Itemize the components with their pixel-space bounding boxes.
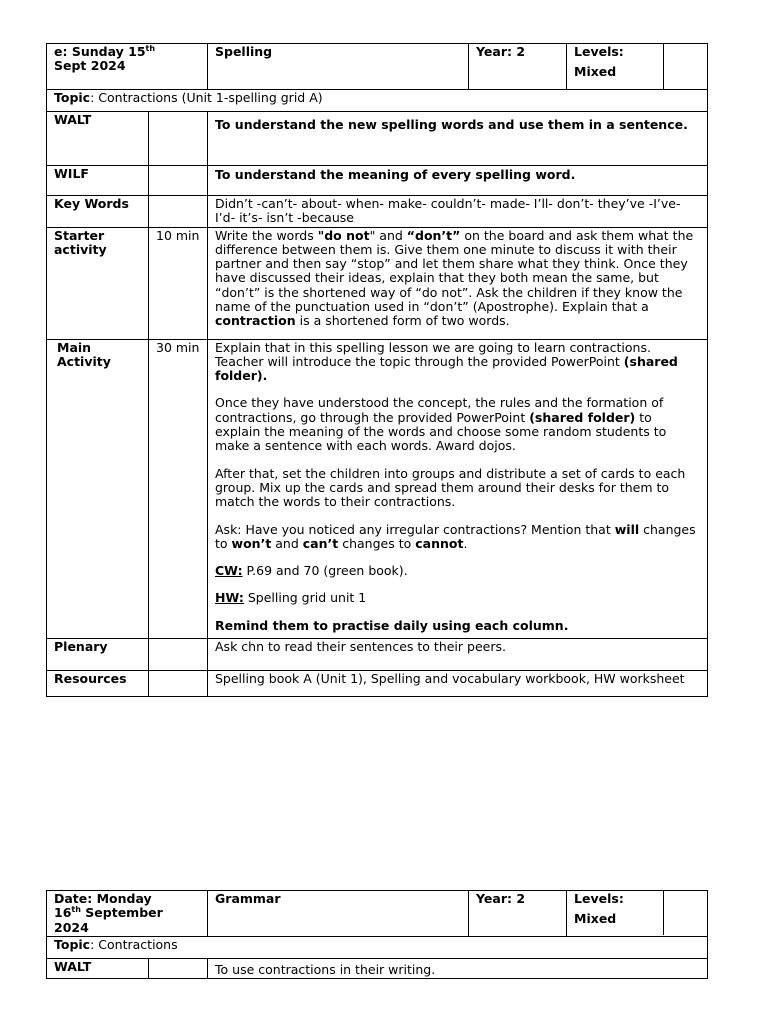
walt-text: To use contractions in their writing. — [208, 958, 708, 978]
starter-text: Write the words "do not" and “don’t” on the board and ask them what the difference between them is. Give them one minute to discuss it with their partner and then say “stop” and let them share what they think. Once they have discussed their ideas, explain that they both mean the same, but “don’t” is the shortened way of “do not”. Ask the children if they know the name of the punctuation used in “don’t” (Apostrophe). Explain that a contraction is a shortened form of two words. — [208, 227, 708, 339]
main-paragraph: Once they have understood the concept, the rules and the formation of contractions, go through the provided PowerPoint (shared folder) to explain the meaning of the words and choose some random students to make a sentence with each words. Award dojos. — [215, 395, 667, 454]
keywords-label: Key Words — [47, 196, 149, 228]
homework-line: HW: Spelling grid unit 1 — [215, 590, 367, 606]
wilf-text: To understand the meaning of every spelling word. — [208, 166, 708, 196]
topic-row: Topic: Contractions — [47, 936, 708, 958]
resources-time-cell — [149, 670, 208, 696]
lesson-year: Year: 2 — [469, 44, 567, 90]
starter-time: 10 min — [149, 227, 208, 339]
main-paragraph: Ask: Have you noticed any irregular contractions? Mention that will changes to won’t and can’t changes to cannot. — [215, 521, 696, 551]
walt-label: WALT — [47, 112, 149, 166]
resources-text: Spelling book A (Unit 1), Spelling and vocabulary workbook, HW worksheet — [208, 670, 708, 696]
lesson-plan-table-grammar — [46, 890, 708, 979]
main-paragraph: After that, set the children into groups and distribute a set of cards to each group. Mix up the cards and spread them around their desks for them to match the words to their contractions. — [215, 465, 686, 510]
lesson-date: e: Sunday 15th Sept 2024 — [47, 44, 208, 90]
topic-row: Topic: Contractions (Unit 1-spelling grid A) — [47, 90, 708, 112]
resources-label: Resources — [47, 670, 149, 696]
lesson-date: Date: Monday 16th September 2024 — [47, 891, 208, 937]
classwork-line: CW: P.69 and 70 (green book). — [215, 563, 408, 579]
lesson-subject: Spelling — [208, 44, 469, 90]
plenary-label: Plenary — [47, 638, 149, 670]
main-paragraph: Explain that in this spelling lesson we are going to learn contractions. Teacher will introduce the topic through the provided PowerPoint (shared folder). — [215, 339, 678, 384]
walt-time-cell — [149, 958, 208, 978]
main-time: 30 min — [149, 339, 208, 638]
walt-time-cell — [149, 112, 208, 166]
main-text — [208, 339, 708, 638]
plenary-text: Ask chn to read their sentences to their peers. — [208, 638, 708, 670]
keywords-time-cell — [149, 196, 208, 228]
walt-text: To understand the new spelling words and use them in a sentence. — [208, 112, 708, 166]
wilf-time-cell — [149, 166, 208, 196]
wilf-label: WILF — [47, 166, 149, 196]
lesson-year: Year: 2 — [469, 891, 567, 937]
lesson-plan-table-spelling — [46, 43, 708, 697]
remind-line: Remind them to practise daily using each column. — [215, 617, 569, 633]
lesson-subject: Grammar — [208, 891, 469, 937]
lesson-levels: Levels: Mixed — [567, 44, 708, 90]
plenary-time-cell — [149, 638, 208, 670]
main-label: Main Activity — [47, 339, 149, 638]
walt-label: WALT — [47, 958, 149, 978]
starter-label: Starter activity — [47, 227, 149, 339]
keywords-text: Didn’t -can’t- about- when- make- couldn’t- made- I’ll- don’t- they’ve -I’ve- I’d- it’s- isn’t -because — [208, 196, 708, 228]
lesson-levels: Levels: Mixed — [567, 891, 708, 937]
